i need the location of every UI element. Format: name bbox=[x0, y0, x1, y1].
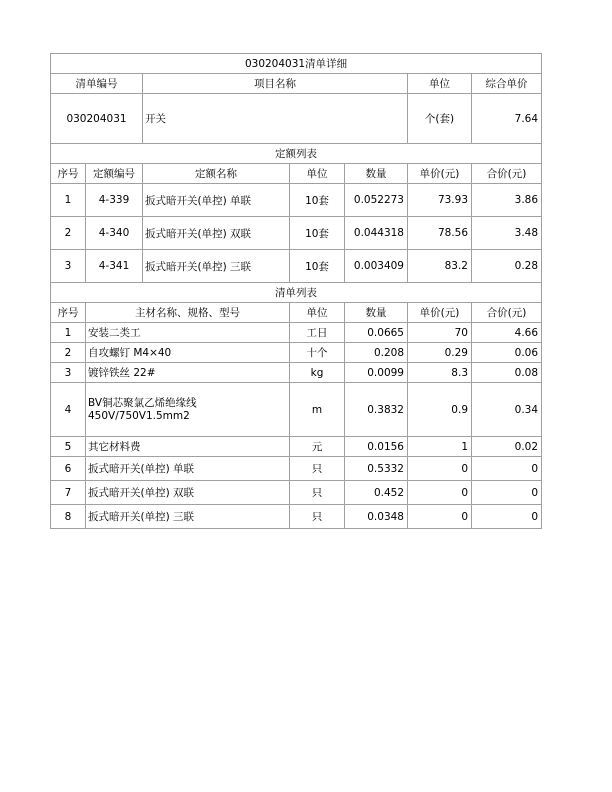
material-name: 安装二类工 bbox=[86, 323, 290, 343]
material-qty: 0.5332 bbox=[345, 457, 408, 481]
item-price: 7.64 bbox=[472, 94, 542, 144]
item-code: 030204031 bbox=[51, 94, 143, 144]
materials-header-price: 单价(元) bbox=[408, 303, 472, 323]
material-no: 1 bbox=[51, 323, 86, 343]
material-price: 1 bbox=[408, 437, 472, 457]
item-name: 开关 bbox=[143, 94, 408, 144]
material-no: 6 bbox=[51, 457, 86, 481]
table-title: 030204031清单详细 bbox=[51, 54, 542, 74]
material-qty: 0.0665 bbox=[345, 323, 408, 343]
quota-price: 78.56 bbox=[408, 217, 472, 250]
header-code: 清单编号 bbox=[51, 74, 143, 94]
material-unit: 只 bbox=[290, 505, 345, 529]
header-price: 综合单价 bbox=[472, 74, 542, 94]
quota-price: 73.93 bbox=[408, 184, 472, 217]
material-price: 70 bbox=[408, 323, 472, 343]
material-total: 0 bbox=[472, 457, 542, 481]
item-unit: 个(套) bbox=[408, 94, 472, 144]
quota-code: 4-339 bbox=[86, 184, 143, 217]
material-row bbox=[51, 437, 542, 457]
quota-header-code: 定额编号 bbox=[86, 164, 143, 184]
quota-name: 扳式暗开关(单控) 双联 bbox=[143, 217, 290, 250]
material-price: 0 bbox=[408, 505, 472, 529]
material-row bbox=[51, 383, 542, 437]
materials-section-row bbox=[51, 283, 542, 303]
quota-qty: 0.003409 bbox=[345, 250, 408, 283]
material-qty: 0.0348 bbox=[345, 505, 408, 529]
material-no: 3 bbox=[51, 363, 86, 383]
material-total: 0.08 bbox=[472, 363, 542, 383]
quota-header-row bbox=[51, 164, 542, 184]
quota-row bbox=[51, 250, 542, 283]
quota-header-no: 序号 bbox=[51, 164, 86, 184]
material-row bbox=[51, 363, 542, 383]
quota-code: 4-340 bbox=[86, 217, 143, 250]
quota-header-price: 单价(元) bbox=[408, 164, 472, 184]
material-total: 0.02 bbox=[472, 437, 542, 457]
material-qty: 0.0099 bbox=[345, 363, 408, 383]
quota-section-title: 定额列表 bbox=[51, 144, 542, 164]
material-total: 0 bbox=[472, 505, 542, 529]
materials-header-row bbox=[51, 303, 542, 323]
material-name: 扳式暗开关(单控) 双联 bbox=[86, 481, 290, 505]
material-total: 0.06 bbox=[472, 343, 542, 363]
material-unit: 只 bbox=[290, 457, 345, 481]
bill-detail-table bbox=[50, 53, 542, 529]
material-price: 0.9 bbox=[408, 383, 472, 437]
material-name: 扳式暗开关(单控) 单联 bbox=[86, 457, 290, 481]
quota-qty: 0.044318 bbox=[345, 217, 408, 250]
quota-code: 4-341 bbox=[86, 250, 143, 283]
quota-unit: 10套 bbox=[290, 184, 345, 217]
material-price: 0.29 bbox=[408, 343, 472, 363]
quota-unit: 10套 bbox=[290, 250, 345, 283]
material-no: 4 bbox=[51, 383, 86, 437]
materials-header-total: 合价(元) bbox=[472, 303, 542, 323]
materials-header-no: 序号 bbox=[51, 303, 86, 323]
quota-name: 扳式暗开关(单控) 单联 bbox=[143, 184, 290, 217]
materials-header-unit: 单位 bbox=[290, 303, 345, 323]
material-qty: 0.0156 bbox=[345, 437, 408, 457]
material-row bbox=[51, 505, 542, 529]
material-total: 4.66 bbox=[472, 323, 542, 343]
material-qty: 0.3832 bbox=[345, 383, 408, 437]
material-price: 8.3 bbox=[408, 363, 472, 383]
material-name: 扳式暗开关(单控) 三联 bbox=[86, 505, 290, 529]
material-total: 0 bbox=[472, 481, 542, 505]
quota-unit: 10套 bbox=[290, 217, 345, 250]
header-unit: 单位 bbox=[408, 74, 472, 94]
quota-section-row bbox=[51, 144, 542, 164]
quota-price: 83.2 bbox=[408, 250, 472, 283]
material-unit: 元 bbox=[290, 437, 345, 457]
material-row bbox=[51, 343, 542, 363]
quota-total: 3.48 bbox=[472, 217, 542, 250]
material-unit: 十个 bbox=[290, 343, 345, 363]
quota-header-name: 定额名称 bbox=[143, 164, 290, 184]
quota-no: 1 bbox=[51, 184, 86, 217]
quota-row bbox=[51, 184, 542, 217]
material-price: 0 bbox=[408, 457, 472, 481]
material-row bbox=[51, 323, 542, 343]
material-name: 其它材料费 bbox=[86, 437, 290, 457]
material-qty: 0.452 bbox=[345, 481, 408, 505]
material-row bbox=[51, 481, 542, 505]
quota-header-total: 合价(元) bbox=[472, 164, 542, 184]
quota-no: 3 bbox=[51, 250, 86, 283]
material-total: 0.34 bbox=[472, 383, 542, 437]
material-price: 0 bbox=[408, 481, 472, 505]
material-unit: 只 bbox=[290, 481, 345, 505]
quota-row bbox=[51, 217, 542, 250]
material-no: 7 bbox=[51, 481, 86, 505]
material-row bbox=[51, 457, 542, 481]
quota-total: 0.28 bbox=[472, 250, 542, 283]
material-name: 镀锌铁丝 22# bbox=[86, 363, 290, 383]
quota-name: 扳式暗开关(单控) 三联 bbox=[143, 250, 290, 283]
quota-header-qty: 数量 bbox=[345, 164, 408, 184]
material-no: 2 bbox=[51, 343, 86, 363]
material-name: BV铜芯聚氯乙烯绝缘线 450V/750V1.5mm2 bbox=[86, 383, 290, 437]
material-name: 自攻螺钉 M4×40 bbox=[86, 343, 290, 363]
header-name: 项目名称 bbox=[143, 74, 408, 94]
materials-header-qty: 数量 bbox=[345, 303, 408, 323]
quota-header-unit: 单位 bbox=[290, 164, 345, 184]
material-qty: 0.208 bbox=[345, 343, 408, 363]
material-unit: 工日 bbox=[290, 323, 345, 343]
item-header-row bbox=[51, 74, 542, 94]
quota-no: 2 bbox=[51, 217, 86, 250]
material-unit: kg bbox=[290, 363, 345, 383]
quota-qty: 0.052273 bbox=[345, 184, 408, 217]
material-no: 5 bbox=[51, 437, 86, 457]
material-no: 8 bbox=[51, 505, 86, 529]
quota-total: 3.86 bbox=[472, 184, 542, 217]
item-row bbox=[51, 94, 542, 144]
table-title-row bbox=[51, 54, 542, 74]
materials-header-name: 主材名称、规格、型号 bbox=[86, 303, 290, 323]
material-unit: m bbox=[290, 383, 345, 437]
materials-section-title: 清单列表 bbox=[51, 283, 542, 303]
